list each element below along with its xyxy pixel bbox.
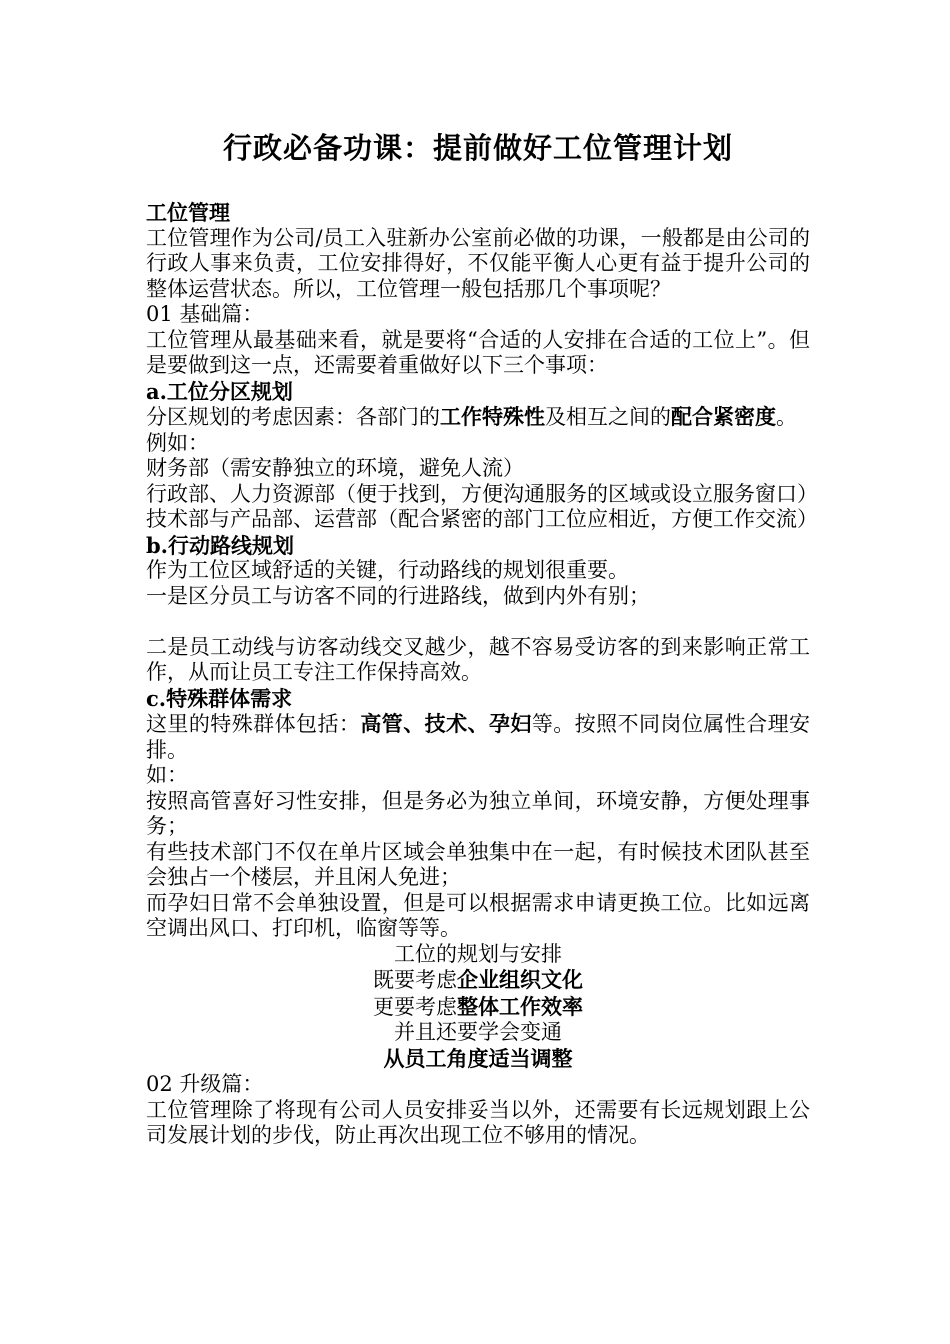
a-item: 行政部、人力资源部（便于找到，方便沟通服务的区域或设立服务窗口） [146, 481, 818, 506]
intro-paragraph: 工位管理作为公司/员工入驻新办公室前必做的功课，一般都是由公司的行政人事来负责，工位安排得好，不仅能平衡人心更有益于提升公司的整体运营状态。所以，工位管理一般包括那几个事项呢？ [146, 225, 810, 301]
summary-line: 并且还要学会变通 [394, 1020, 562, 1044]
a-item: 财务部（需安静独立的环境，避免人流） [146, 456, 524, 480]
c-item: 而孕妇日常不会单独设置，但是可以根据需求申请更换工位。比如远离空调出风口、打印机，临窗等等。 [146, 890, 810, 940]
summary-line: 工位的规划与安排 [394, 941, 562, 966]
upgrade-label: 02 升级篇： [146, 1072, 264, 1096]
a-factors-paragraph: 分区规划的考虑因素：各部门的工作特殊性及相互之间的配合紧密度。 [146, 404, 797, 429]
page-title: 行政必备功课：提前做好工位管理计划 [222, 131, 733, 165]
c-item: 按照高管喜好习性安排，但是务必为独立单间，环境安静，方便处理事务； [146, 788, 810, 838]
basic-label: 01 基础篇： [146, 302, 264, 326]
c-example-label: 如： [146, 763, 188, 787]
section-heading: 工位管理 [146, 200, 230, 225]
c-groups-paragraph: 这里的特殊群体包括：高管、技术、孕妇等。按照不同岗位属性合理安排。 [146, 711, 811, 762]
basic-paragraph: 工位管理从最基础来看，就是要将“合适的人安排在合适的工位上”。但是要做到这一点，还需要着重做好以下三个事项： [146, 327, 810, 377]
blank-line [146, 609, 810, 635]
a-example-label: 例如： [146, 430, 209, 455]
b-line: 一是区分员工与访客不同的行进路线，做到内外有别； [146, 583, 650, 608]
b-line: 二是员工动线与访客动线交叉越少，越不容易受访客的到来影响正常工作，从而让员工专注工作保持高效。 [146, 634, 810, 684]
subheading-b: b.行动路线规划 [146, 532, 294, 558]
subheading-c: c.特殊群体需求 [146, 685, 293, 711]
b-line: 作为工位区域舒适的关键，行动路线的规划很重要。 [146, 558, 629, 582]
summary-line: 更要考虑整体工作效率 [373, 993, 583, 1019]
document-page [146, 128, 818, 1149]
a-item: 技术部与产品部、运营部（配合紧密的部门工位应相近，方便工作交流） [146, 507, 818, 531]
c-item: 有些技术部门不仅在单片区域会单独集中在一起，有时候技术团队甚至会独占一个楼层，并且闲人免进； [146, 839, 810, 889]
summary-line: 既要考虑企业组织文化 [373, 967, 583, 992]
subheading-a: a.工位分区规划 [146, 378, 293, 404]
summary-line: 从员工角度适当调整 [383, 1045, 573, 1071]
upgrade-paragraph: 工位管理除了将现有公司人员安排妥当以外，还需要有长远规划跟上公司发展计划的步伐，防止再次出现工位不够用的情况。 [146, 1097, 810, 1147]
